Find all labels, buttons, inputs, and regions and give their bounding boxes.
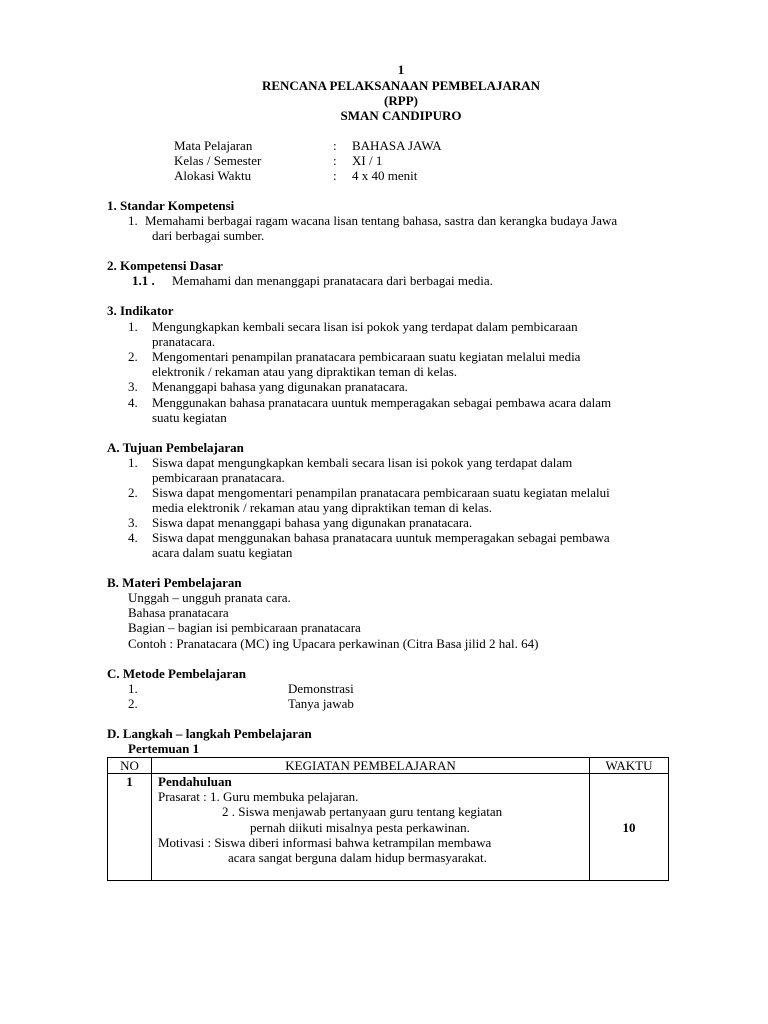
- section-heading: 3. Indikator: [107, 303, 174, 318]
- list-number: 1.: [128, 319, 138, 334]
- column-header-no: NO: [108, 758, 152, 774]
- list-item-text: Mengomentari penampilan pranatacara pembicaraan suatu kegiatan melalui media: [152, 349, 581, 364]
- info-separator: :: [333, 153, 337, 168]
- time-cell: 10: [590, 774, 669, 881]
- section-heading: A. Tujuan Pembelajaran: [107, 440, 244, 455]
- meeting-label: Pertemuan 1: [128, 741, 200, 756]
- list-number: 1.: [128, 681, 138, 696]
- activity-line: pernah diikuti misalnya pesta perkawinan.: [250, 820, 470, 835]
- list-item-text: media elektronik / rekaman atau yang dipraktikan teman di kelas.: [152, 500, 493, 515]
- materi-line: Bagian – bagian isi pembicaraan pranatacara: [128, 620, 361, 635]
- activity-line: Prasarat : 1. Guru membuka pelajaran.: [158, 789, 359, 804]
- list-item-text: Siswa dapat mengungkapkan kembali secara lisan isi pokok yang terdapat dalam: [152, 455, 573, 470]
- row-number: 1: [108, 774, 152, 881]
- materi-line: Bahasa pranatacara: [128, 605, 229, 620]
- list-item-text: pembicaraan pranatacara.: [152, 470, 285, 485]
- info-label: Mata Pelajaran: [174, 138, 253, 153]
- section-heading: B. Materi Pembelajaran: [107, 575, 242, 590]
- list-number: 2.: [128, 485, 138, 500]
- activity-line: 2 . Siswa menjawab pertanyaan guru tentang kegiatan: [222, 804, 503, 819]
- list-number: 1.: [128, 455, 138, 470]
- materi-line: Unggah – ungguh pranata cara.: [128, 590, 291, 605]
- list-item-text: Memahami berbagai ragam wacana lisan tentang bahasa, sastra dan kerangka budaya Jawa: [145, 213, 618, 228]
- info-label: Kelas / Semester: [174, 153, 262, 168]
- list-number: 4.: [128, 395, 138, 410]
- activities-table: [107, 757, 669, 881]
- info-label: Alokasi Waktu: [174, 168, 252, 183]
- list-item-text: Menggunakan bahasa pranatacara uuntuk memperagakan sebagai pembawa acara dalam: [152, 395, 612, 410]
- school-name: SMAN CANDIPURO: [340, 108, 462, 123]
- activity-line: Motivasi : Siswa diberi informasi bahwa ketrampilan membawa: [158, 835, 492, 850]
- column-header-kegiatan: KEGIATAN PEMBELAJARAN: [152, 758, 590, 774]
- list-item-text: dari berbagai sumber.: [152, 228, 265, 243]
- section-heading: 1. Standar Kompetensi: [107, 198, 235, 213]
- section-heading: D. Langkah – langkah Pembelajaran: [107, 726, 312, 741]
- list-item-text: Siswa dapat menanggapi bahasa yang digunakan pranatacara.: [152, 515, 473, 530]
- list-number: 3.: [128, 515, 138, 530]
- activity-title: Pendahuluan: [158, 774, 232, 789]
- section-heading: 2. Kompetensi Dasar: [107, 258, 223, 273]
- list-item-text: Tanya jawab: [288, 696, 354, 711]
- page-number: 1: [397, 62, 405, 77]
- info-separator: :: [333, 138, 337, 153]
- column-header-waktu: WAKTU: [590, 758, 669, 774]
- document-subtitle: (RPP): [384, 93, 418, 108]
- activity-line: acara sangat berguna dalam hidup bermasyarakat.: [228, 850, 487, 865]
- materi-line: Contoh : Pranatacara (MC) ing Upacara perkawinan (Citra Basa jilid 2 hal. 64): [128, 636, 539, 651]
- list-item-text: Demonstrasi: [288, 681, 354, 696]
- list-item-text: Memahami dan menanggapi pranatacara dari berbagai media.: [172, 273, 493, 288]
- list-number: 1.: [128, 213, 138, 228]
- table-row: [108, 774, 669, 881]
- list-item-text: acara dalam suatu kegiatan: [152, 545, 293, 560]
- info-value: XI / 1: [352, 153, 383, 168]
- info-separator: :: [333, 168, 337, 183]
- list-number: 1.1 .: [132, 273, 155, 288]
- info-value: 4 x 40 menit: [352, 168, 418, 183]
- list-item-text: suatu kegiatan: [152, 410, 227, 425]
- list-item-text: Mengungkapkan kembali secara lisan isi pokok yang terdapat dalam pembicaraan: [152, 319, 578, 334]
- list-item-text: pranatacara.: [152, 334, 216, 349]
- section-heading: C. Metode Pembelajaran: [107, 666, 246, 681]
- list-item-text: Siswa dapat mengomentari penampilan pranatacara pembicaraan suatu kegiatan melalui: [152, 485, 610, 500]
- list-number: 2.: [128, 349, 138, 364]
- info-value: BAHASA JAWA: [352, 138, 442, 153]
- list-number: 2.: [128, 696, 138, 711]
- activity-cell: [152, 774, 590, 881]
- list-number: 4.: [128, 530, 138, 545]
- list-item-text: Menanggapi bahasa yang digunakan pranatacara.: [152, 379, 408, 394]
- table-header-row: [108, 758, 669, 774]
- list-item-text: Siswa dapat menggunakan bahasa pranatacara uuntuk memperagakan sebagai pembawa: [152, 530, 610, 545]
- list-number: 3.: [128, 379, 138, 394]
- document-title: RENCANA PELAKSANAAN PEMBELAJARAN: [261, 78, 541, 93]
- list-item-text: elektronik / rekaman atau yang dipraktikan teman di kelas.: [152, 364, 458, 379]
